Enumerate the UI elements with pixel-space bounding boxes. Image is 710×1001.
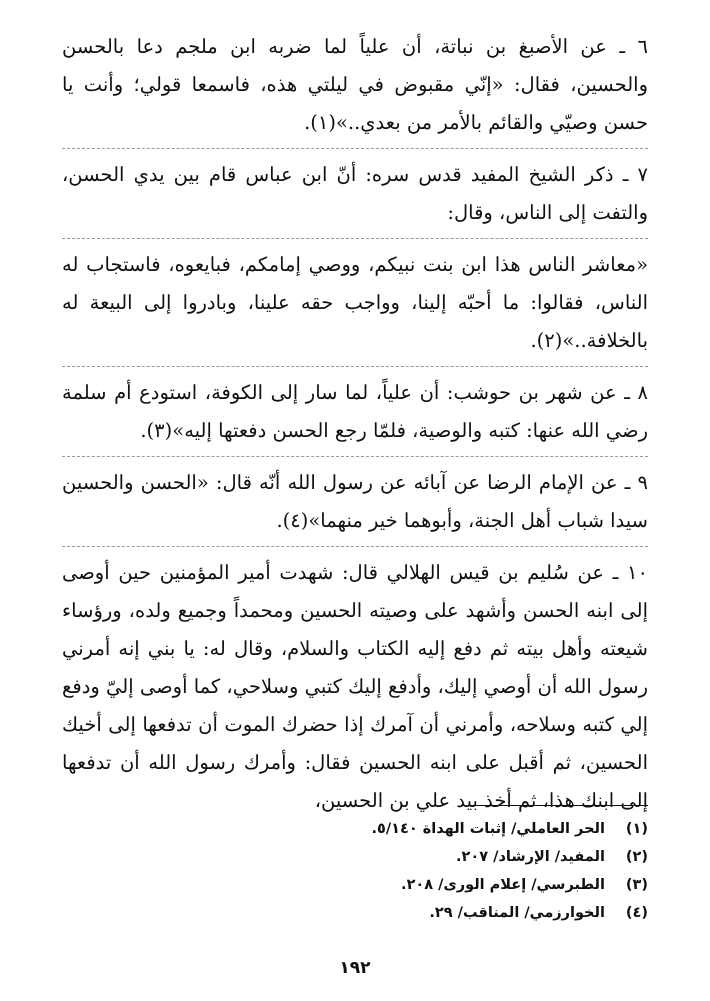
paragraph-separator [62, 238, 648, 239]
footnote-1 [62, 815, 648, 843]
footnote-text: الخوارزمي/ المناقب/ ٢٩. [429, 905, 605, 921]
page-number: ١٩٢ [339, 958, 371, 978]
footnote-4 [62, 899, 648, 927]
paragraph-separator [62, 546, 648, 547]
footnote-number: (٤) [625, 905, 648, 921]
main-text [62, 28, 648, 820]
paragraph-7-quote: «معاشر الناس هذا ابن بنت نبيكم، ووصي إمامكم، فبايعوه، فاستجاب له الناس، فقالوا: ما أحبّه إلينا، وواجب حقه علينا، وبادروا إلى البيعة له بالخلافة..»(٢). [62, 253, 648, 352]
paragraph-separator [62, 456, 648, 457]
footnote-divider [468, 805, 648, 806]
footnote-2 [62, 843, 648, 871]
footnote-number: (٣) [625, 877, 648, 893]
paragraph-7: ٧ ـ ذكر الشيخ المفيد قدس سره: أنّ ابن عباس قام بين يدي الحسن، والتفت إلى الناس، وقال: [62, 163, 648, 224]
footnote-3 [62, 871, 648, 899]
paragraph-6: ٦ ـ عن الأصبغ بن نباتة، أن علياً لما ضربه ابن ملجم دعا بالحسن والحسين، فقال: «إنّي مقبوض في ليلتي هذه، فاسمعا قولي؛ وأنت يا حسن وصيّي والقائم بالأمر من بعدي..»(١). [62, 35, 648, 134]
paragraph-separator [62, 366, 648, 367]
footnote-text: الطبرسي/ إعلام الورى/ ٢٠٨. [401, 877, 605, 893]
footnotes-list [62, 815, 648, 927]
paragraph-9: ٩ ـ عن الإمام الرضا عن آبائه عن رسول الله أنّه قال: «الحسن والحسين سيدا شباب أهل الجنة، وأبوهما خير منهما»(٤). [62, 471, 648, 532]
paragraph-8: ٨ ـ عن شهر بن حوشب: أن علياً، لما سار إلى الكوفة، استودع أم سلمة رضي الله عنها: كتبه والوصية، فلمّا رجع الحسن دفعتها إليه»(٣). [62, 381, 648, 442]
paragraph-separator [62, 148, 648, 149]
footnote-text: الحر العاملي/ إثبات الهداة ٥/١٤٠. [371, 821, 605, 837]
paragraph-10: ١٠ ـ عن سُليم بن قيس الهلالي قال: شهدت أمير المؤمنين حين أوصى إلى ابنه الحسن وأشهد على وصيته الحسين ومحمداً وجميع ولده، ورؤساء شيعته وأهل بيته ثم دفع إليه الكتاب والسلام، وقال له: يا بني إنه أمرني رسول الله أن أوصي إليك، وأدفع إليك كتبي وسلاحي، كما أوصى إليّ ودفع إلي كتبه وسلاحه، وأمرني أن آمرك إذا حضرك الموت أن تدفعها إلى أخيك الحسين، ثم أقبل على ابنه الحسين فقال: وأمرك رسول الله أن تدفعها إلى ابنك هذا، ثم أخذ بيد علي بن الحسين، [62, 561, 648, 812]
footnote-text: المفيد/ الإرشاد/ ٢٠٧. [456, 849, 605, 865]
footnote-number: (١) [625, 821, 648, 837]
footnote-number: (٢) [625, 849, 648, 865]
